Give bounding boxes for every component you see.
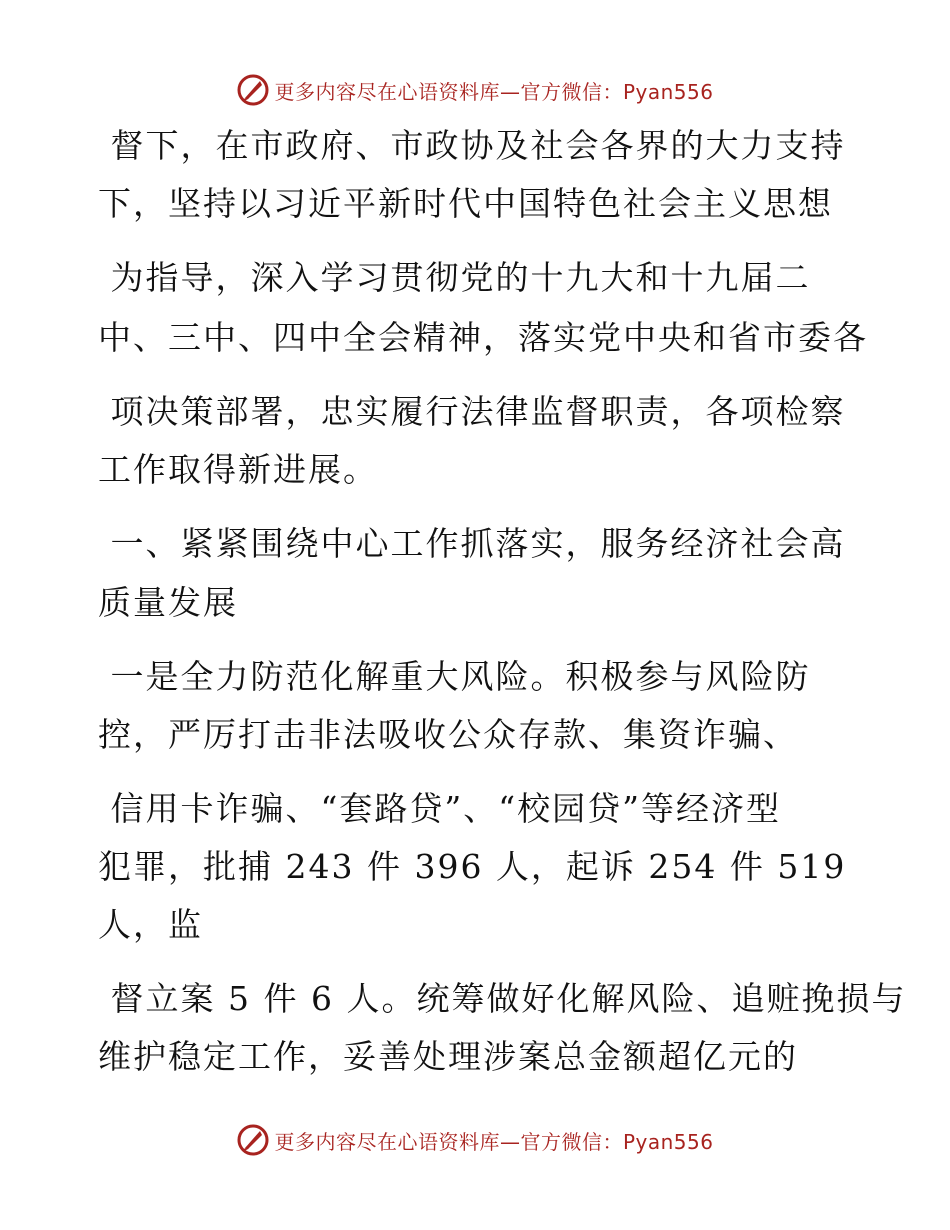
footer-watermark: [0, 1120, 950, 1160]
text-line: 控，严厉打击非法吸收公众存款、集资诈骗、: [98, 715, 798, 754]
text-line: 中、三中、四中全会精神，落实党中央和省市委各: [98, 318, 868, 357]
text-line: 督下，在市政府、市政协及社会各界的大力支持: [98, 126, 846, 165]
header-watermark: [0, 70, 950, 110]
text-line: 工作取得新进展。: [98, 450, 378, 489]
quill-logo-icon: [236, 73, 270, 107]
text-line: 犯罪，批捕 243 件 396 人，起诉 254 件 519: [98, 847, 847, 886]
text-line: 为指导，深入学习贯彻党的十九大和十九届二: [98, 258, 811, 297]
watermark-text: 更多内容尽在心语资料库—官方微信：Pyan556: [274, 1129, 714, 1154]
text-line: 人，监: [98, 905, 203, 944]
watermark-text: 更多内容尽在心语资料库—官方微信：Pyan556: [274, 79, 714, 104]
text-line: 信用卡诈骗、“套路贷”、“校园贷”等经济型: [98, 789, 781, 828]
section-heading: 一、紧紧围绕中心工作抓落实，服务经济社会高: [98, 524, 846, 563]
text-line: 督立案 5 件 6 人。统筹做好化解风险、追赃挽损与: [98, 979, 907, 1018]
text-line: 维护稳定工作，妥善处理涉案总金额超亿元的: [98, 1037, 798, 1076]
text-line: 下，坚持以习近平新时代中国特色社会主义思想: [98, 184, 833, 223]
quill-logo-icon: [236, 1123, 270, 1157]
text-line: 项决策部署，忠实履行法律监督职责，各项检察: [98, 392, 846, 431]
section-heading: 质量发展: [98, 583, 238, 622]
text-line: 一是全力防范化解重大风险。积极参与风险防: [98, 657, 811, 696]
